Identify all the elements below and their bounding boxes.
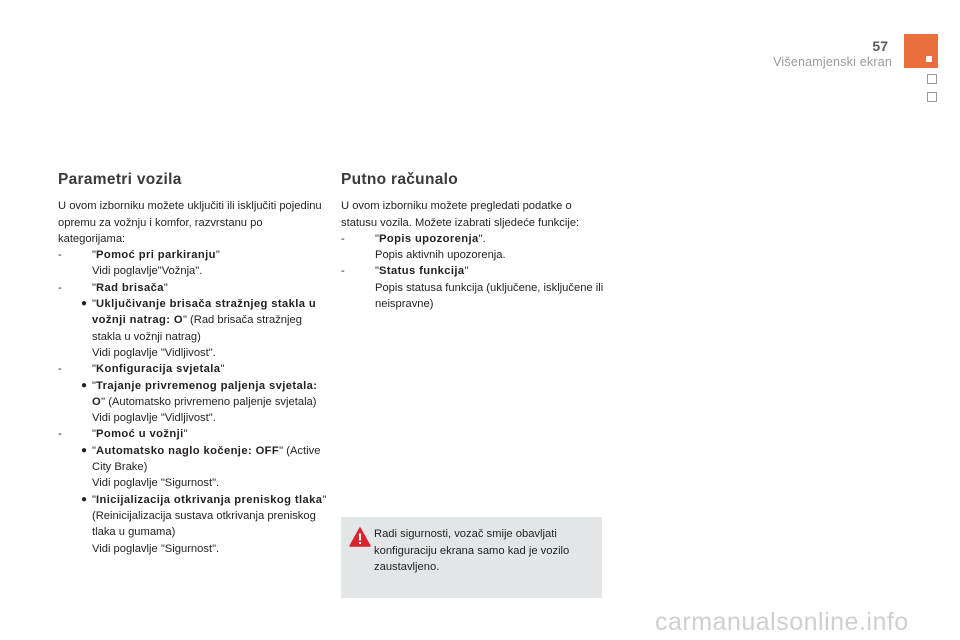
- sub-item-label: Inicijalizacija otkrivanja preniskog tlaka: [95, 493, 323, 506]
- item-note: Vidi poglavlje "Vidljivost".: [92, 412, 216, 425]
- sub-item: ● "Uključivanje brisača stražnjeg stakla u vožnji natrag: O" (Rad brisača stražnjeg stakla u vožnji natrag) Vidi poglavlje "Vidljivost".: [81, 298, 317, 359]
- item-label: Pomoć pri parkiranju: [95, 249, 216, 262]
- bullet-icon: ●: [81, 493, 88, 505]
- tab-dot: [926, 56, 932, 62]
- chapter-title: Višenamjenski ekran: [773, 55, 892, 69]
- sub-item-label: Uključivanje brisača stražnjeg stakla u vožnji natrag: O: [92, 298, 317, 327]
- list-item: - "Konfiguracija svjetala": [58, 363, 225, 376]
- list-item: - "Rad brisača": [58, 281, 168, 294]
- intro-paragraph: U ovom izborniku možete uključiti ili isključiti pojedinu opremu za vožnju i komfor, razvrstanu po kategorijama:: [58, 200, 322, 245]
- item-label: Konfiguracija svjetala: [95, 363, 221, 376]
- item-label: Rad brisača: [95, 281, 164, 294]
- watermark: carmanualsonline.info: [655, 608, 909, 636]
- list-item: - "Pomoć u vožnji": [58, 428, 188, 441]
- bullet-icon: ●: [81, 298, 88, 310]
- tab-box-empty: [927, 74, 937, 84]
- page-number: 57: [872, 38, 888, 54]
- item-note: Vidi poglavlje "Sigurnost".: [92, 477, 220, 490]
- sub-item: ● "Inicijalizacija otkrivanja preniskog tlaka" (Reinicijalizacija sustava otkrivanja preniskog tlaka u gumama) Vidi poglavlje "Sigurnost".: [81, 493, 327, 555]
- item-label: Status funkcija: [378, 265, 465, 278]
- section-heading: Putno računalo: [341, 171, 459, 188]
- warning-text: Radi sigurnosti, vozač smije obavljati konfiguraciju ekrana samo kad je vozilo zaustavljeno.: [374, 528, 570, 573]
- warning-icon: [349, 527, 371, 547]
- sub-item-label: Automatsko naglo kočenje: OFF: [95, 444, 280, 457]
- item-note: Popis statusa funkcija (uključene, isključene ili neispravne): [375, 281, 604, 311]
- sub-item-label: Trajanje privremenog paljenja svjetala: O: [92, 379, 318, 408]
- bullet-icon: ●: [81, 379, 88, 391]
- list-item: - "Pomoć pri parkiranju" Vidi poglavlje"Vožnja".: [58, 249, 220, 278]
- tab-box-empty: [927, 92, 937, 102]
- list-item: - "Status funkcija" Popis statusa funkcija (uključene, isključene ili neispravne): [341, 265, 604, 311]
- item-label: Pomoć u vožnji: [95, 428, 184, 441]
- sub-item: ● "Automatsko naglo kočenje: OFF" (Active City Brake) Vidi poglavlje "Sigurnost".: [81, 444, 321, 490]
- section-heading: Parametri vozila: [58, 171, 182, 188]
- trip-computer-section: [341, 172, 606, 312]
- item-note: Vidi poglavlje "Sigurnost".: [92, 542, 220, 555]
- safety-warning-box: [341, 517, 602, 598]
- vehicle-settings-section: [58, 172, 328, 557]
- item-note: Vidi poglavlje "Vidljivost".: [92, 346, 216, 359]
- item-note: Vidi poglavlje"Vožnja".: [92, 265, 203, 278]
- sub-item: ● "Trajanje privremenog paljenja svjetala: O" (Automatsko privremeno paljenje svjetala) Vidi poglavlje "Vidljivost".: [81, 379, 318, 425]
- chapter-tab-marker: [904, 34, 938, 68]
- item-note: Popis aktivnih upozorenja.: [375, 249, 506, 262]
- intro-paragraph: U ovom izborniku možete pregledati podatke o statusu vozila. Možete izabrati sljedeće funkcije:: [341, 200, 580, 229]
- item-label: Popis upozorenja: [378, 232, 479, 245]
- list-item: - "Popis upozorenja". Popis aktivnih upozorenja.: [341, 232, 506, 262]
- bullet-icon: ●: [81, 444, 88, 456]
